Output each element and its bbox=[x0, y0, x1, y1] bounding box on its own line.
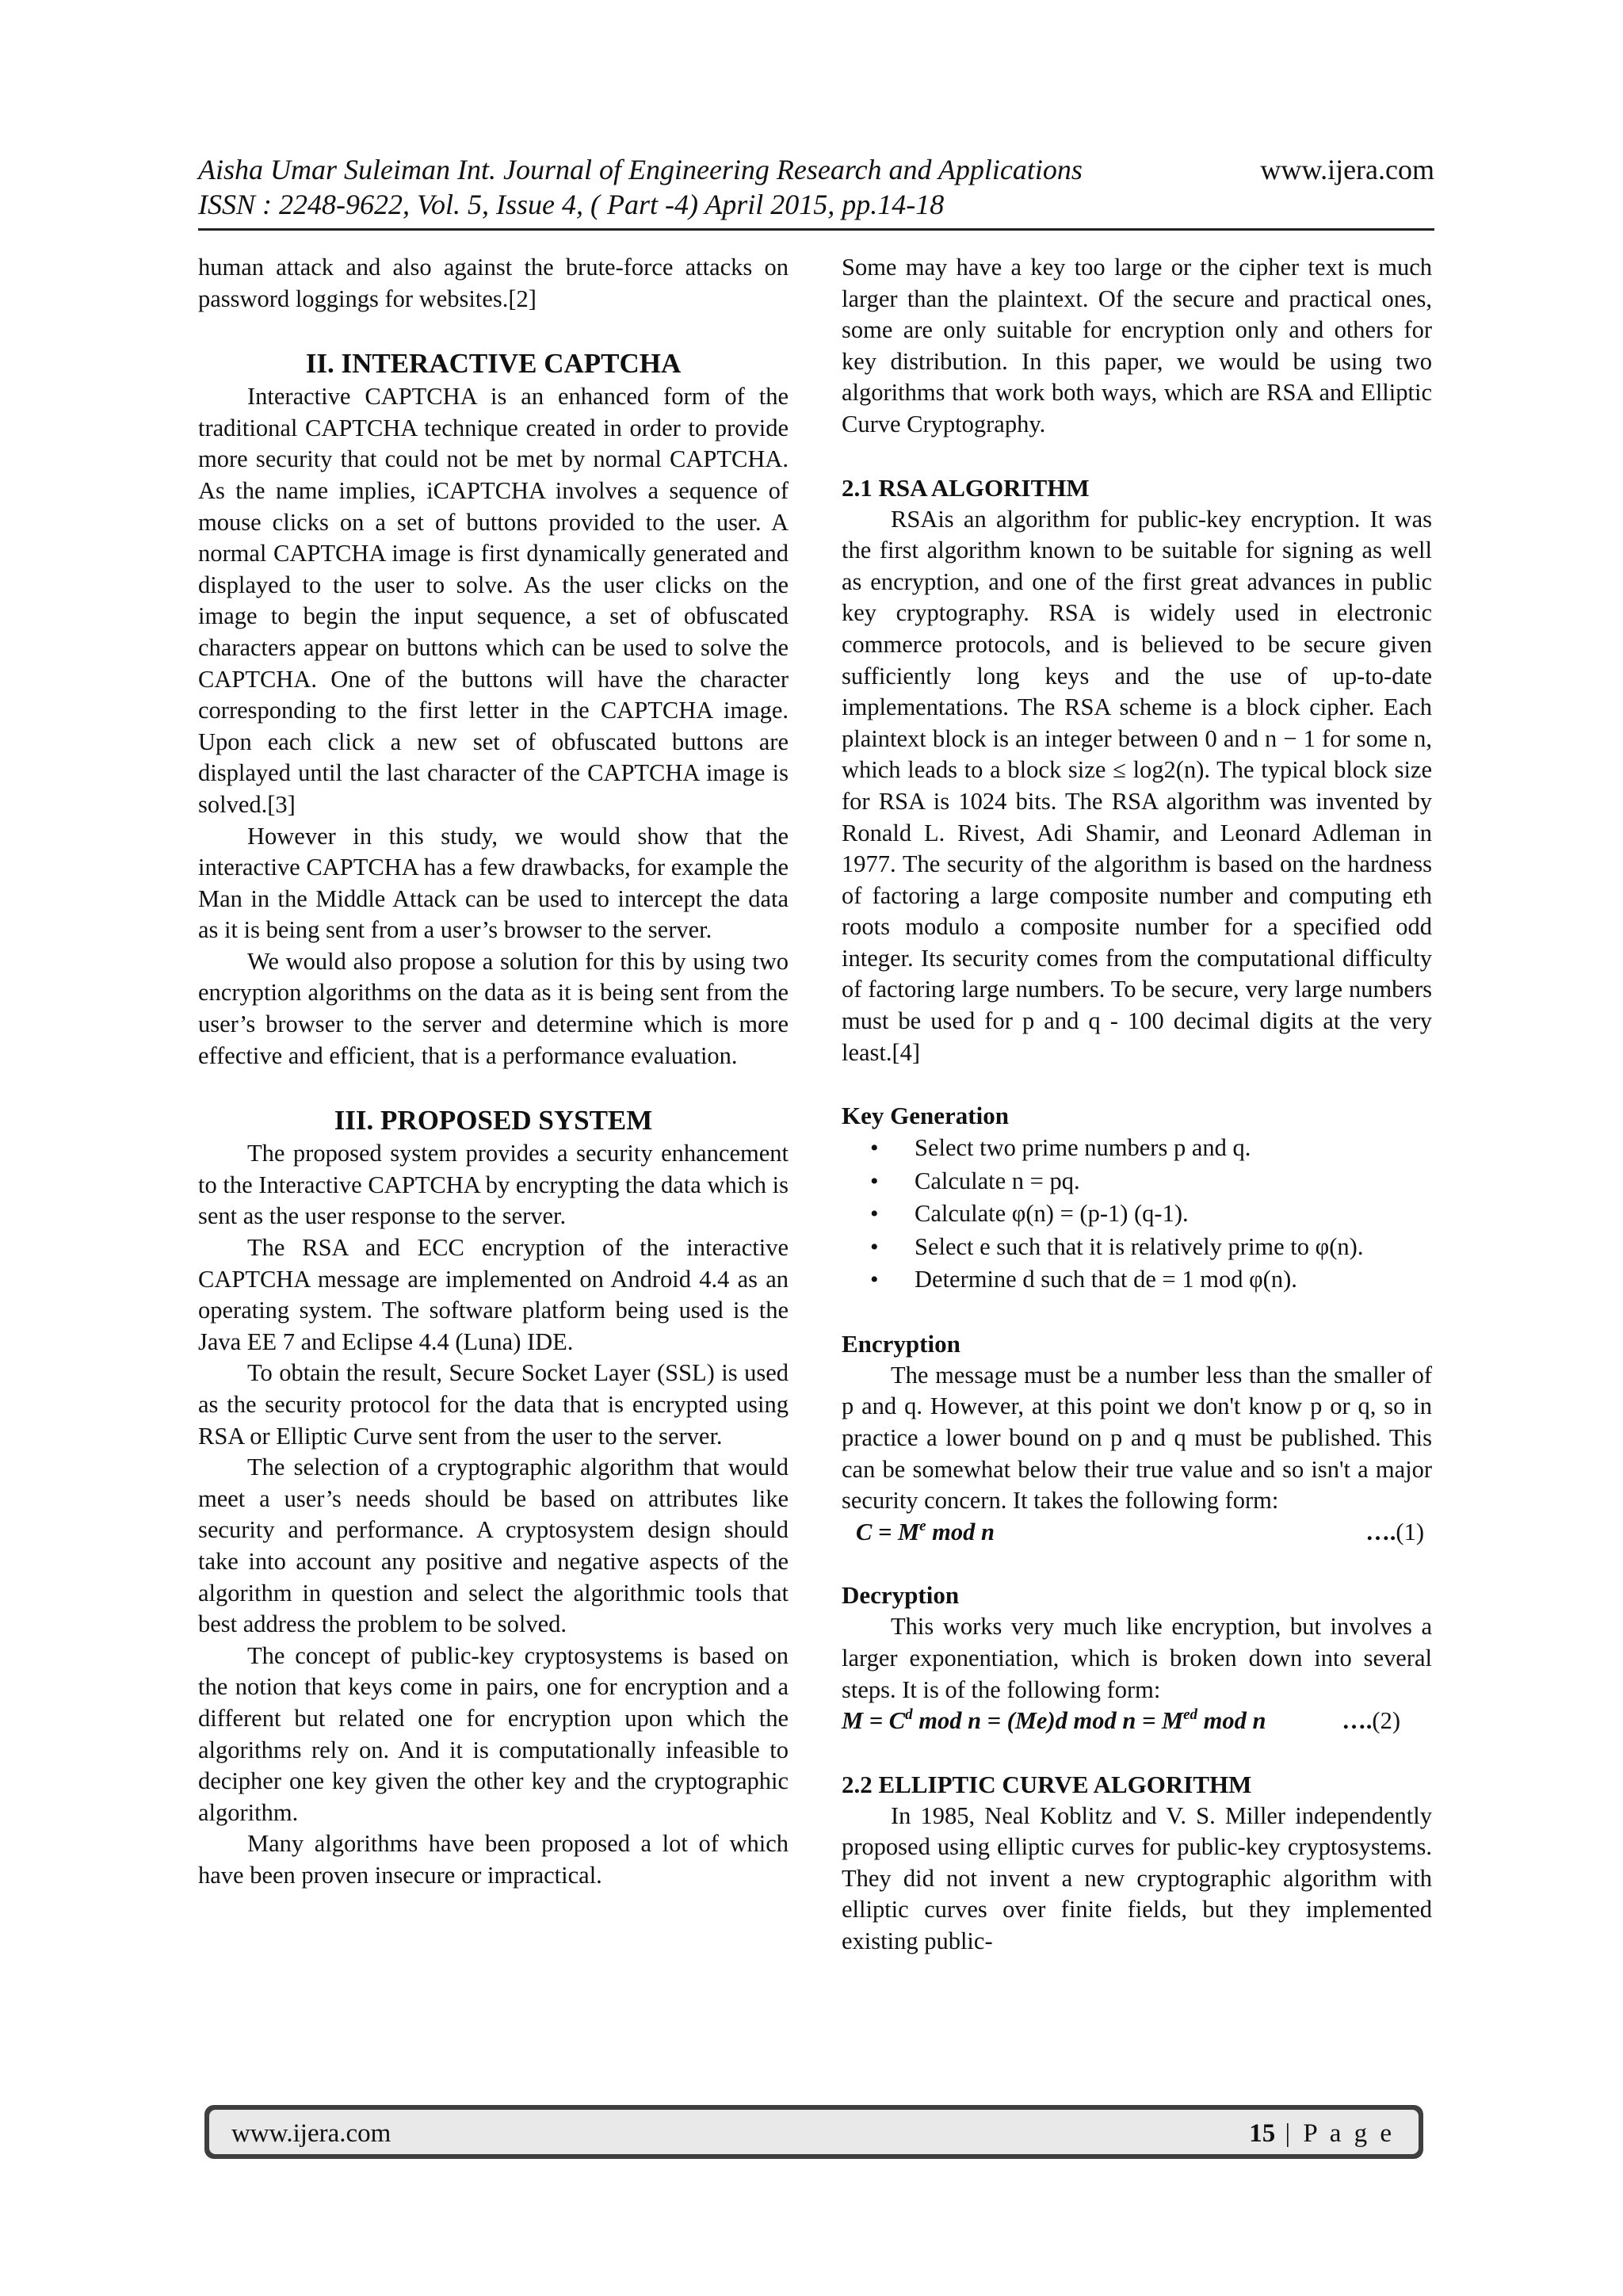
paragraph: The message must be a number less than the smaller of p and q. However, at this point we don't know p or q, so in practice a lower bound on p and q must be published. This can be somewhat below their true value and so isn't a major security concern. It takes the following form: bbox=[842, 1361, 1432, 1515]
running-header bbox=[198, 152, 1434, 231]
issn-line: ISSN : 2248-9622, Vol. 5, Issue 4, ( Part -4) April 2015, pp.14-18 bbox=[198, 189, 945, 220]
equation-text: mod n = (Me)d mod n = M bbox=[912, 1707, 1184, 1735]
page-number-value: 15 bbox=[1249, 2119, 1276, 2148]
page-label: | P a g e bbox=[1275, 2119, 1395, 2148]
list-item: • Calculate n = pq. bbox=[915, 1165, 1432, 1198]
equation-label: (2) bbox=[1372, 1707, 1400, 1735]
equation-superscript: d bbox=[905, 1706, 913, 1724]
paragraph: human attack and also against the brute-force attacks on password loggings for websites.[2] bbox=[198, 254, 789, 312]
paragraph: Many algorithms have been proposed a lot of which have been proven insecure or impractical. bbox=[198, 1830, 789, 1889]
subheading-key-generation: Key Generation bbox=[842, 1102, 1009, 1130]
paragraph: To obtain the result, Secure Socket Layer (SSL) is used as the security protocol for the data that is encrypted using RSA or Elliptic Curve sent from the user to the server. bbox=[198, 1359, 789, 1450]
subheading-encryption: Encryption bbox=[842, 1329, 960, 1358]
paragraph: However in this study, we would show that the interactive CAPTCHA has a few drawbacks, for example the Man in the Middle Attack can be used to intercept the data as it is being sent from a user’s browser to the server. bbox=[198, 822, 789, 944]
equation-text: M = C bbox=[842, 1707, 906, 1735]
equation-number bbox=[1342, 1706, 1400, 1737]
paragraph: The concept of public-key cryptosystems is based on the notion that keys come in pairs, one for encryption and a different but related one for encryption upon which the algorithms rely on. And it is computationally infeasible to decipher one key given the other key and the cryptographic algorithm. bbox=[198, 1641, 789, 1826]
equation-superscript: ed bbox=[1183, 1706, 1198, 1724]
equation-number bbox=[1365, 1517, 1424, 1549]
subsection-heading-ecc: 2.2 ELLIPTIC CURVE ALGORITHM bbox=[842, 1770, 1252, 1798]
equation-label: (1) bbox=[1396, 1518, 1424, 1545]
page-number bbox=[1249, 2118, 1395, 2149]
paragraph: This works very much like encryption, but involves a larger exponentiation, which is broken down into several steps. It is of the following form: bbox=[842, 1613, 1432, 1703]
footer-bar bbox=[209, 2110, 1419, 2154]
paragraph: The selection of a cryptographic algorithm that would meet a user’s needs should be based on attributes like security and performance. A cryptosystem design should take into account any positive and negative aspects of the algorithm in question and select the algorithmic tools that best address the problem to be solved. bbox=[198, 1454, 789, 1638]
right-column bbox=[842, 252, 1432, 1958]
left-column bbox=[198, 252, 789, 1892]
section-heading-interactive-captcha: II. INTERACTIVE CAPTCHA bbox=[305, 348, 682, 380]
section-heading-proposed-system: III. PROPOSED SYSTEM bbox=[334, 1105, 653, 1137]
footer-website: www.ijera.com bbox=[231, 2119, 391, 2148]
journal-citation: Aisha Umar Suleiman Int. Journal of Engineering Research and Applications bbox=[198, 154, 1083, 185]
key-generation-list bbox=[842, 1132, 1432, 1297]
subsection-heading-rsa: 2.1 RSA ALGORITHM bbox=[842, 473, 1090, 502]
list-item: • Select e such that it is relatively prime to φ(n). bbox=[915, 1231, 1432, 1264]
paragraph: We would also propose a solution for this by using two encryption algorithms on the data as it is being sent from the user’s browser to the server and determine which is more effective and efficient, that is a performance evaluation. bbox=[198, 947, 789, 1069]
subheading-decryption: Decryption bbox=[842, 1581, 960, 1610]
equation-2 bbox=[842, 1706, 1432, 1737]
equation-text: mod n bbox=[1197, 1707, 1266, 1735]
paragraph: RSAis an algorithm for public-key encryption. It was the first algorithm known to be suitable for signing as well as encryption, and one of the first great advances in public key cryptography. RSA is widely used in electronic commerce protocols, and is believed to be secure given sufficiently long keys and the use of up-to-date implementations. The RSA scheme is a block cipher. Each plaintext block is an integer between 0 and n − 1 for some n, which leads to a block size ≤ log2(n). The typical block size for RSA is 1024 bits. The RSA algorithm was invented by Ronald L. Rivest, Adi Shamir, and Leonard Adleman in 1977. The security of the algorithm is based on the hardness of factoring a large composite number and computing eth roots modulo a composite number for a specified odd integer. Its security comes from the computational difficulty of factoring large numbers. To be secure, very large numbers must be used for p and q - 100 decimal digits at the very least.[4] bbox=[842, 505, 1432, 1066]
list-item: • Select two prime numbers p and q. bbox=[915, 1132, 1432, 1165]
paragraph: Some may have a key too large or the cipher text is much larger than the plaintext. Of the secure and practical ones, some are only suitable for encryption only and others for key distribution. In this paper, we would be using two algorithms that work both ways, which are RSA and Elliptic Curve Cryptography. bbox=[842, 254, 1432, 437]
equation-superscript: e bbox=[919, 1517, 926, 1534]
paragraph: Interactive CAPTCHA is an enhanced form of the traditional CAPTCHA technique created in order to provide more security that could not be met by normal CAPTCHA. As the name implies, iCAPTCHA involves a sequence of mouse clicks on a set of buttons provided to the user. A normal CAPTCHA image is first dynamically generated and displayed to the user to solve. As the user clicks on the image to begin the input sequence, a set of obfuscated characters appear on buttons which can be used to solve the CAPTCHA. One of the buttons will have the character corresponding to the first letter in the CAPTCHA image. Upon each click a new set of obfuscated buttons are displayed until the last character of the CAPTCHA image is solved.[3] bbox=[198, 383, 789, 818]
paragraph: The proposed system provides a security enhancement to the Interactive CAPTCHA by encrypting the data which is sent as the user response to the server. bbox=[198, 1140, 789, 1230]
paragraph: The RSA and ECC encryption of the interactive CAPTCHA message are implemented on Android 4.4 as an operating system. The software platform being used is the Java EE 7 and Eclipse 4.4 (Luna) IDE. bbox=[198, 1234, 789, 1355]
equation-text: mod n bbox=[926, 1518, 995, 1545]
equation-dots: …. bbox=[1365, 1518, 1396, 1545]
equation-1 bbox=[842, 1517, 1432, 1549]
journal-website: www.ijera.com bbox=[1260, 154, 1434, 185]
list-item: • Calculate φ(n) = (p-1) (q-1). bbox=[915, 1198, 1432, 1231]
page-footer bbox=[204, 2105, 1423, 2159]
paragraph: In 1985, Neal Koblitz and V. S. Miller independently proposed using elliptic curves for public-key cryptosystems. They did not invent a new cryptographic algorithm with elliptic curves over finite fields, but they implemented existing public- bbox=[842, 1801, 1432, 1955]
list-item: • Determine d such that de = 1 mod φ(n). bbox=[915, 1263, 1432, 1297]
equation-text: C = M bbox=[856, 1518, 920, 1545]
equation-dots: …. bbox=[1342, 1707, 1373, 1735]
